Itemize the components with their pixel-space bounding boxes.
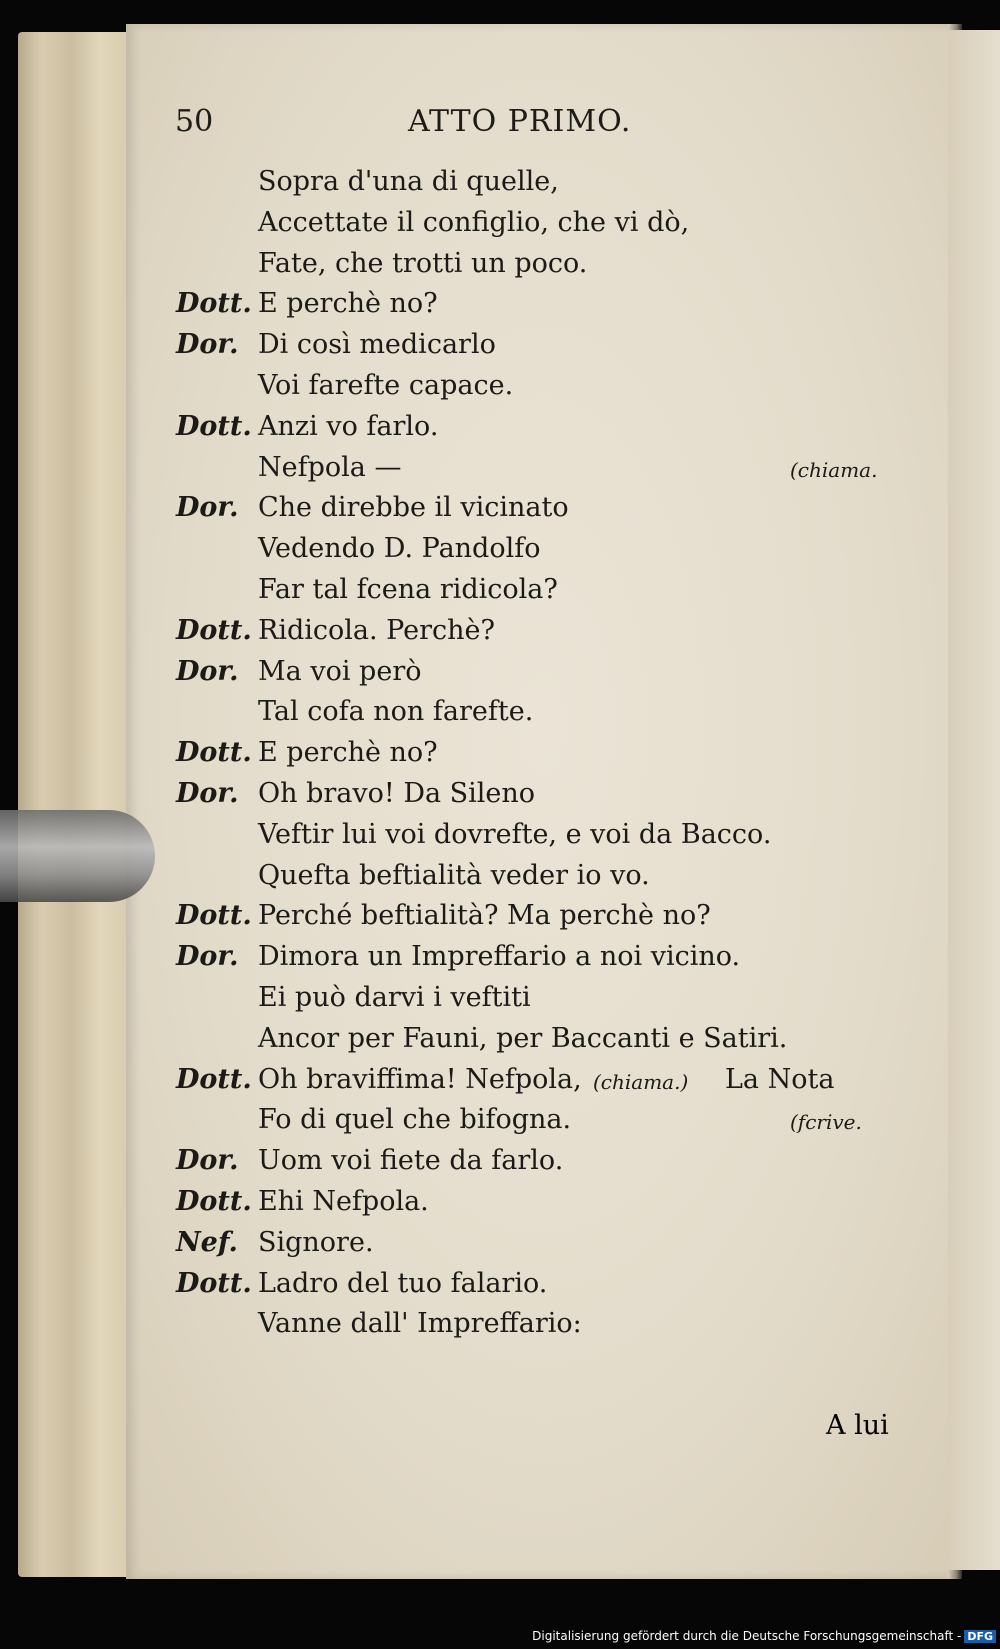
dialogue-text: Quefta beftialità veder io vo.	[258, 859, 650, 891]
dialogue-line	[0, 284, 1000, 324]
speaker-name: Nef.	[176, 1226, 238, 1258]
dialogue-line	[0, 896, 1000, 936]
catchword: A lui	[826, 1410, 889, 1441]
dialogue-line	[0, 1100, 1000, 1140]
digitization-footer	[532, 1627, 996, 1645]
speaker-name: Dor.	[176, 1145, 239, 1177]
dialogue-line	[0, 1019, 1000, 1059]
dialogue-text: Di così medicarlo	[258, 329, 496, 361]
dialogue-line	[0, 570, 1000, 610]
dialogue-text: Ancor per Fauni, per Baccanti e Satiri.	[258, 1022, 788, 1054]
dfg-logo: DFG	[964, 1630, 996, 1643]
dialogue-line	[0, 1304, 1000, 1344]
dialogue-line	[0, 529, 1000, 569]
dialogue-line	[0, 733, 1000, 773]
dialogue-text: Fate, che trotti un poco.	[258, 247, 588, 279]
dialogue-text: Ehi Nefpola.	[258, 1186, 429, 1217]
dialogue-text: Fo di quel che bifogna.	[258, 1104, 572, 1136]
dialogue-text: Sopra d'una di quelle,	[258, 166, 559, 197]
speaker-name: Dott.	[176, 1267, 252, 1299]
dialogue-text: Ridicola. Perchè?	[258, 614, 495, 646]
dialogue-text: Uom voi fiete da farlo.	[258, 1145, 564, 1177]
speaker-name: Dott.	[176, 288, 252, 320]
speaker-name: Dor.	[176, 329, 239, 361]
dialogue-text: Oh braviffima! Nefpola,	[258, 1063, 582, 1095]
speaker-name: Dor.	[176, 655, 239, 687]
dialogue-text: Ma voi però	[258, 655, 422, 687]
dialogue-line	[0, 366, 1000, 406]
speaker-name: Dor.	[176, 941, 239, 973]
dialogue-line	[0, 1182, 1000, 1222]
dialogue-text: Vedendo D. Pandolfo	[258, 533, 541, 565]
dialogue-line	[0, 611, 1000, 651]
dialogue-line	[0, 1264, 1000, 1304]
dialogue-text: Nefpola —	[258, 451, 402, 483]
dialogue-text: Signore.	[258, 1226, 374, 1258]
dialogue-line	[0, 488, 1000, 528]
dialogue-line	[0, 448, 1000, 488]
dialogue-text: Tal cofa non farefte.	[258, 696, 534, 728]
speaker-name: Dott.	[176, 1186, 252, 1217]
dialogue-text: La Nota	[725, 1063, 835, 1095]
dialogue-text: E perchè no?	[258, 737, 438, 769]
dialogue-line	[0, 1141, 1000, 1181]
speaker-name: Dor.	[176, 492, 239, 524]
dialogue-line	[0, 244, 1000, 284]
dialogue-line	[0, 978, 1000, 1018]
dialogue-text: Ei può darvi i veftiti	[258, 982, 531, 1013]
speaker-name: Dott.	[176, 1063, 252, 1095]
stage-direction: (chiama.)	[593, 1069, 689, 1094]
dialogue-text: Veftir lui voi dovrefte, e voi da Bacco.	[258, 818, 772, 850]
dialogue-line	[0, 162, 1000, 202]
dialogue-line	[0, 1223, 1000, 1263]
dialogue-text: Ladro del tuo falario.	[258, 1267, 548, 1299]
dialogue-text: Oh bravo! Da Sileno	[258, 778, 536, 809]
running-head: ATTO PRIMO.	[408, 104, 632, 139]
dialogue-line	[0, 692, 1000, 732]
speaker-name: Dott.	[176, 614, 252, 646]
dialogue-line	[0, 1060, 1000, 1100]
dialogue-line	[0, 407, 1000, 447]
dialogue-text: Voi farefte capace.	[258, 370, 514, 401]
page-number: 50	[175, 104, 214, 139]
stage-direction: (fcrive.	[790, 1110, 862, 1135]
dialogue-line	[0, 774, 1000, 814]
dialogue-line	[0, 937, 1000, 977]
dialogue-text: Anzi vo farlo.	[258, 410, 439, 442]
footer-text: Digitalisierung gefördert durch die Deutsche Forschungsgemeinschaft -	[532, 1629, 962, 1643]
dialogue-text: Accettate il configlio, che vi dò,	[258, 206, 690, 238]
dialogue-text: Dimora un Impreffario a noi vicino.	[258, 941, 741, 973]
dialogue-line	[0, 203, 1000, 243]
dialogue-line	[0, 325, 1000, 365]
stage-direction: (chiama.	[790, 457, 878, 482]
dialogue-line	[0, 652, 1000, 692]
speaker-name: Dott.	[176, 737, 252, 769]
dialogue-text: Che direbbe il vicinato	[258, 492, 569, 524]
dialogue-line	[0, 856, 1000, 896]
dialogue-text: Vanne dall' Impreffario:	[258, 1308, 582, 1340]
dialogue-line	[0, 815, 1000, 855]
speaker-name: Dott.	[176, 410, 252, 442]
dialogue-text: Perché beftialità? Ma perchè no?	[258, 900, 711, 932]
dialogue-text: E perchè no?	[258, 288, 438, 320]
speaker-name: Dott.	[176, 900, 252, 932]
speaker-name: Dor.	[176, 778, 239, 809]
dialogue-text: Far tal fcena ridicola?	[258, 574, 558, 605]
